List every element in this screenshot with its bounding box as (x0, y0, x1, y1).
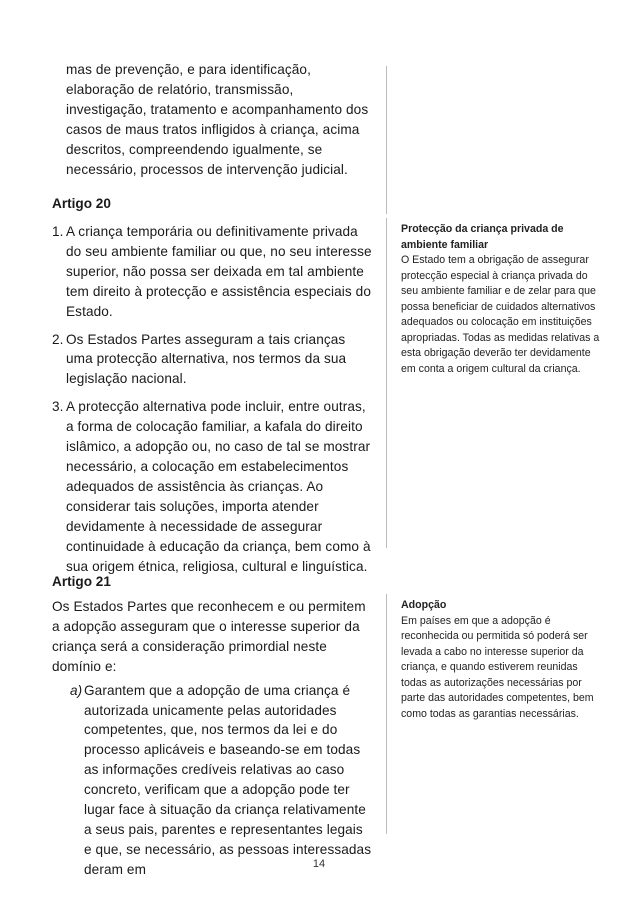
article-21-title: Artigo 21 (52, 574, 111, 589)
page-number: 14 (312, 858, 326, 870)
article-21-intro: Os Estados Partes que reconhecem e ou permitem a adopção asseguram que o interesse superior da criança será a consideração primordial neste domínio e: (52, 599, 366, 674)
article-20-body (52, 222, 372, 584)
intro-continuation: mas de prevenção, e para identificação, elaboração de relatório, transmissão, investigação, tratamento e acompanhamento dos casos de maus tratos infligidos à criança, acima descritos, compreendendo igualmente, se necessário, processos de intervenção judicial. (66, 62, 369, 177)
article-20-item-1: 1. A criança temporária ou definitivamente privada do seu ambiente familiar ou que, no seu interesse superior, não possa ser deixada em tal ambiente tem direito à protecção e assistência especiais do Estado. (52, 224, 372, 319)
column-divider (386, 218, 387, 548)
article-20-sidenote (401, 222, 601, 377)
article-20-item-2: 2. Os Estados Partes asseguram a tais crianças uma protecção alternativa, nos termos da sua legislação nacional. (52, 331, 347, 387)
sidenote-text: O Estado tem a obrigação de assegurar protecção especial à criança privada do seu ambiente familiar e de zelar para que possa beneficiar de cuidados alternativos adequados ou colocação em instituições apropriadas. Todas as medidas relativas a esta obrigação deverão ter devidamente em conta a origem cultural da criança. (401, 254, 600, 375)
column-divider (386, 66, 387, 214)
article-20-item-3: 3. A protecção alternativa pode incluir, entre outras, a forma de colocação familiar, a kafala do direito islâmico, a adopção ou, no caso de tal se mostrar necessário, a colocação em estabelecimentos adequados de assistência às crianças. Ao considerar tais soluções, importa atender devidamente à necessidade de assegurar continuidade à educação da criança, bem como à sua origem étnica, religiosa, cultural e linguística. (52, 399, 371, 574)
column-divider (386, 594, 387, 834)
sidenote-title: Protecção da criança privada de ambiente familiar (401, 223, 564, 251)
sidenote-title: Adopção (401, 599, 447, 611)
article-21-body (52, 597, 372, 880)
article-21-sidenote (401, 598, 601, 722)
article-20-title: Artigo 20 (52, 196, 111, 211)
article-21-item-a: a) Garantem que a adopção de uma criança é autorizada unicamente pelas autoridades competentes, que, nos termos da lei e do processo aplicáveis e baseando-se em todas as informações credíveis relativas ao caso concreto, verificam que a adopção pode ter lugar face à situação da criança relativamente a seus pais, parentes e representantes legais e que, se necessário, as pessoas interessadas deram em (70, 682, 372, 877)
sidenote-text: Em países em que a adopção é reconhecida ou permitida só poderá ser levada a cabo no interesse superior da criança, e quando estiverem reunidas todas as autorizações necessárias por parte das autoridades competentes, bem como todas as garantias necessárias. (401, 614, 594, 720)
